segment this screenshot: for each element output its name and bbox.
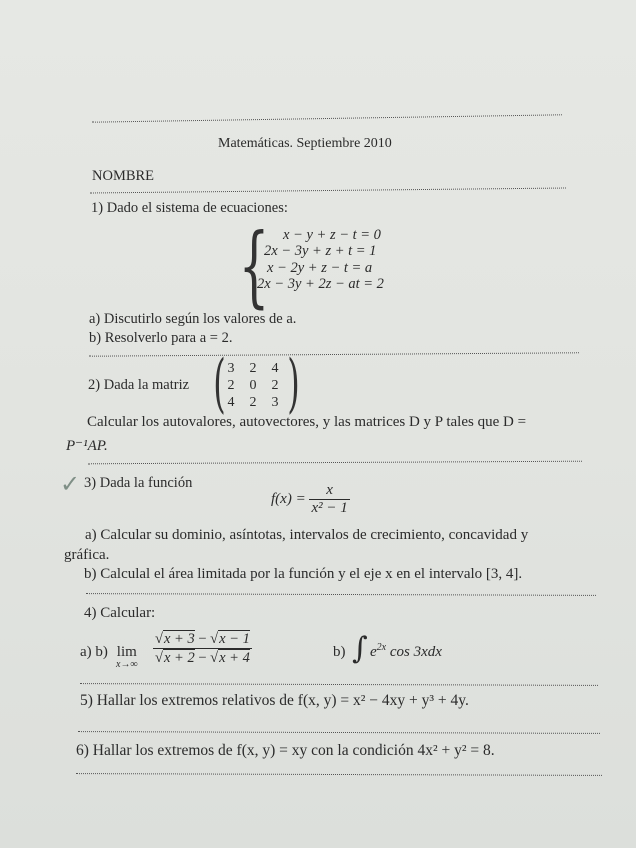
page-title: Matemáticas. Septiembre 2010 xyxy=(218,136,392,151)
limit-subscript: x→∞ xyxy=(116,659,138,670)
separator-q1 xyxy=(89,352,579,356)
q3-function-numerator: x xyxy=(326,482,333,498)
limit-numerator: √x + 3 − √x − 1 xyxy=(155,631,250,647)
q5-text: 5) Hallar los extremos relativos de f(x, y) = x² − 4xy + y³ + 4y. xyxy=(80,692,469,709)
limit-den-root-2: x + 4 xyxy=(219,650,250,666)
q3-part-b: b) Calculal el área limitada por la función y el eje x en el intervalo [3, 4]. xyxy=(84,566,523,582)
integral-rest: cos 3xdx xyxy=(389,644,442,660)
q4-heading xyxy=(84,605,155,622)
integral-power: 2x xyxy=(376,642,387,653)
q3-heading xyxy=(84,475,192,492)
matrix-left-paren: ( xyxy=(213,347,226,421)
separator-q4 xyxy=(80,683,598,686)
name-label: NOMBRE xyxy=(92,168,155,184)
limit-num-root-1: x + 3 xyxy=(163,631,195,647)
limit-denominator: √x + 2 − √x + 4 xyxy=(155,650,250,666)
q3-part-a-line2: gráfica. xyxy=(64,547,110,563)
matrix-cell: 2 xyxy=(249,361,257,376)
q1-intro: Dado el sistema de ecuaciones: xyxy=(106,200,288,216)
q1-equation: x − y + z − t = 0 xyxy=(283,227,381,243)
q2-statement-line1: Calcular los autovalores, autovectores, y las matrices D y P tales que D = xyxy=(87,414,527,430)
matrix-a xyxy=(220,360,286,411)
limit-den-root-1: x + 2 xyxy=(163,650,195,666)
q1-part-a: a) Discutirlo según los valores de a. xyxy=(89,311,297,327)
q3-intro: Dada la función xyxy=(99,475,193,491)
q6-text: 6) Hallar los extremos de f(x, y) = xy con la condición 4x² + y² = 8. xyxy=(76,742,495,759)
matrix-cell: 3 xyxy=(271,395,279,410)
q4-intro: Calcular: xyxy=(100,605,156,621)
q1-equation: x − 2y + z − t = a xyxy=(267,260,373,276)
matrix-cell: 3 xyxy=(227,361,235,376)
matrix-cell: 2 xyxy=(249,395,257,410)
separator-name xyxy=(90,188,566,194)
matrix-cell: 2 xyxy=(227,378,235,393)
check-mark-icon: ✓ xyxy=(60,470,81,498)
system-brace: { xyxy=(238,214,270,317)
limit-word: lim xyxy=(116,644,137,660)
separator-top xyxy=(92,114,562,122)
q4-part-a-label: a) b) xyxy=(80,644,108,660)
q1-part-b: b) Resolverlo para a = 2. xyxy=(89,330,233,346)
limit-num-root-2: x − 1 xyxy=(219,631,250,647)
separator-q6 xyxy=(76,773,602,776)
q4-number: 4) xyxy=(84,605,97,621)
q4-limit xyxy=(116,644,138,670)
q3-part-a-line1: a) Calcular su dominio, asíntotas, intervalos de crecimiento, concavidad y xyxy=(85,527,529,543)
separator-q5 xyxy=(78,731,600,734)
matrix-right-paren: ) xyxy=(287,347,300,421)
integral-sign-icon: ∫ xyxy=(352,631,368,666)
q2-statement-line2: P⁻¹AP. xyxy=(66,438,108,454)
matrix-cell: 0 xyxy=(249,378,257,393)
q3-function-lhs: f(x) = xyxy=(271,491,306,507)
q3-number: 3) xyxy=(84,475,97,491)
q4-limit-fraction xyxy=(153,630,252,667)
q1-equation: 2x − 3y + z + t = 1 xyxy=(264,243,377,259)
q2-heading xyxy=(88,377,189,394)
matrix-cell: 2 xyxy=(271,378,279,393)
q3-function xyxy=(271,482,350,517)
q2-intro: Dada la matriz xyxy=(103,377,190,393)
separator-q2 xyxy=(88,461,582,465)
matrix-cell: 4 xyxy=(271,361,279,376)
q2-number: 2) xyxy=(88,377,101,393)
q3-function-denominator: x² − 1 xyxy=(311,500,348,516)
q1-number: 1) xyxy=(91,200,104,216)
q1-equation: 2x − 3y + 2z − at = 2 xyxy=(257,276,384,292)
q4-part-b-label: b) xyxy=(333,644,346,660)
q4-integral-body xyxy=(370,642,442,661)
separator-q3 xyxy=(86,593,596,596)
matrix-cell: 4 xyxy=(227,395,235,410)
integral-base: e xyxy=(370,644,377,660)
